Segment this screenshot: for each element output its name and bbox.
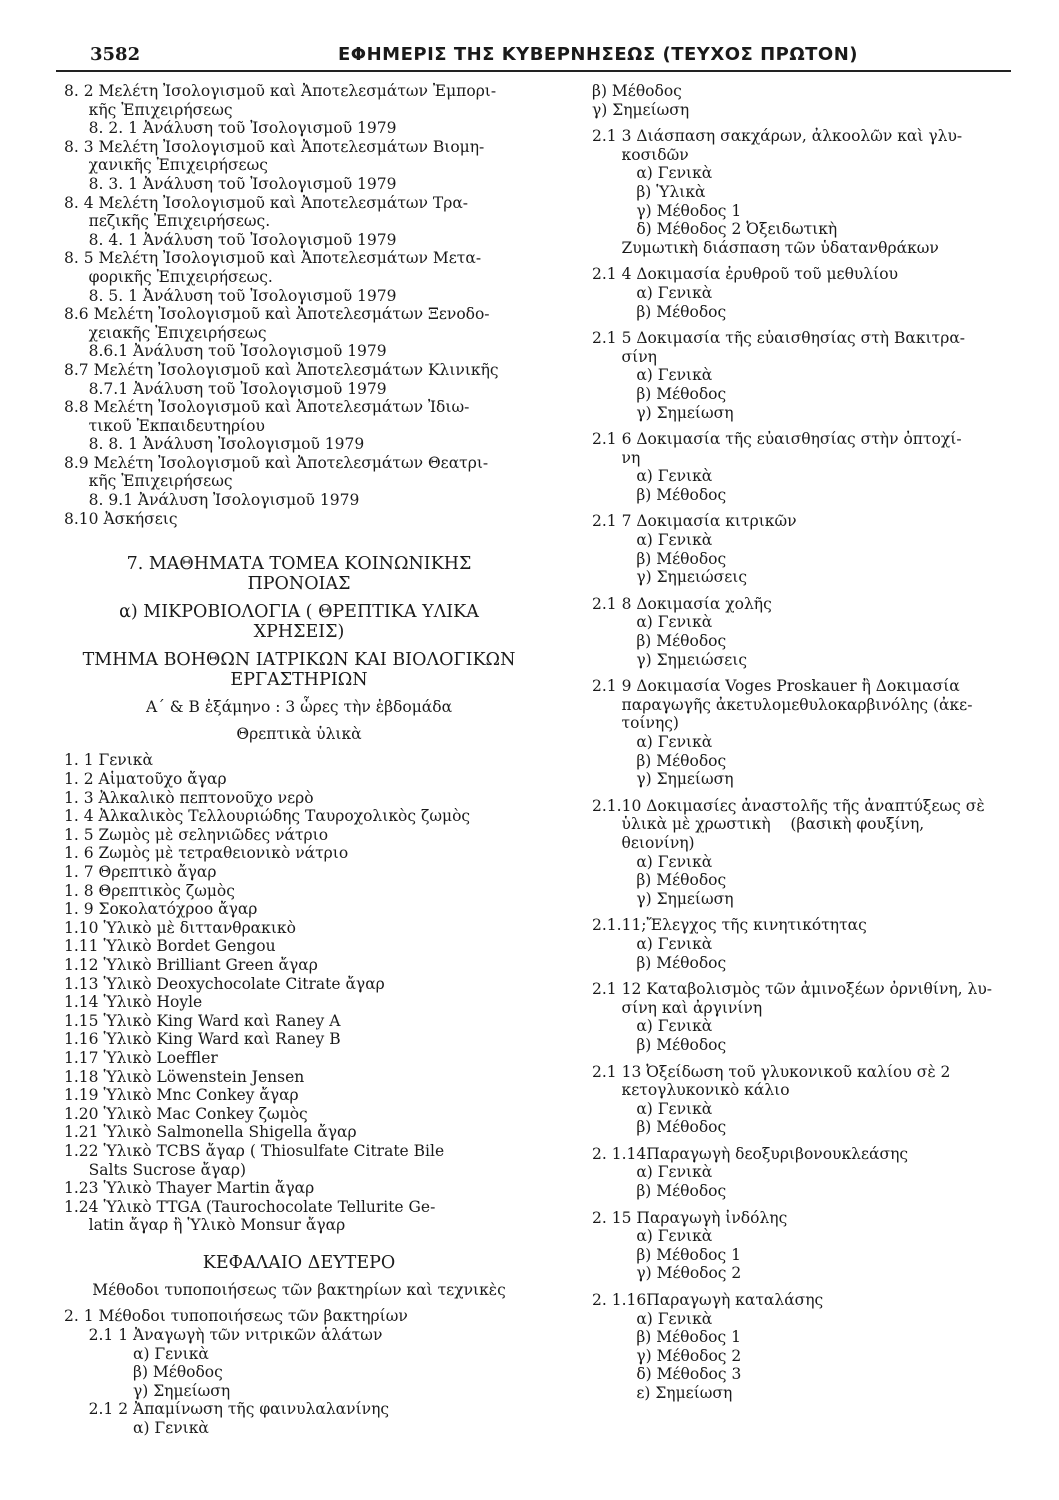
tests-block bbox=[592, 512, 1022, 586]
list-item: 1.14 Ὑλικὸ Hoyle bbox=[64, 993, 203, 1012]
typing-methods-list bbox=[64, 1307, 534, 1437]
list-line: 8. 5 Μελέτη Ἰσολογισμοῦ καὶ Ἀποτελεσμάτων Μετα- bbox=[64, 249, 482, 268]
list-line: β) Μέθοδος bbox=[592, 1035, 727, 1054]
list-line: α) Γενικὰ bbox=[592, 1163, 713, 1182]
list-line: γ) Σημείωση bbox=[592, 403, 734, 422]
list-line: φορικῆς Ἐπιχειρήσεως. bbox=[64, 267, 273, 286]
list-line: β) Μέθοδος bbox=[592, 751, 727, 770]
list-item: 1.17 Ὑλικὸ Loeffler bbox=[64, 1048, 218, 1067]
list-item: 1.20 Ὑλικὸ Mac Conkey ζωμὸς bbox=[64, 1104, 308, 1123]
list-item: 1.10 Ὑλικὸ μὲ διττανθρακικὸ bbox=[64, 918, 296, 937]
list-line: γ) Σημειώσεις bbox=[592, 650, 748, 669]
list-line: α) Γενικὰ bbox=[592, 852, 713, 871]
list-line: 8.8 Μελέτη Ἰσολογισμοῦ καὶ Ἀποτελεσμάτων Ἰδιω- bbox=[64, 398, 470, 417]
accounting-studies-list bbox=[64, 82, 534, 528]
list-item: latin ἄγαρ ἢ Ὑλικὸ Monsur ἄγαρ bbox=[64, 1216, 346, 1235]
list-line: α) Γενικὰ bbox=[64, 1344, 209, 1363]
list-line: 2. 15 Παραγωγὴ ἰνδόλης bbox=[592, 1208, 788, 1227]
list-item: 1.19 Ὑλικὸ Mnc Conkey ἄγαρ bbox=[64, 1086, 299, 1105]
list-line: γ) Μέθοδος 2 bbox=[592, 1346, 742, 1365]
left-column bbox=[64, 82, 534, 1438]
list-line: 2.1 2 Ἀπαμίνωση τῆς φαινυλαλανίνης bbox=[64, 1400, 390, 1419]
list-line: β) Ὑλικὰ bbox=[592, 182, 706, 201]
right-column bbox=[592, 82, 1022, 1403]
list-line: α) Γενικὰ bbox=[592, 531, 713, 550]
tests-block bbox=[592, 1063, 1022, 1137]
list-item: 1.23 Ὑλικὸ Thayer Martin ἄγαρ bbox=[64, 1179, 315, 1198]
list-item: 1. 8 Θρεπτικὸς ζωμὸς bbox=[64, 881, 235, 900]
list-item: 1. 6 Ζωμὸς μὲ τετραθειονικὸ νάτριο bbox=[64, 844, 349, 863]
list-item: Salts Sucrose ἄγαρ) bbox=[64, 1160, 246, 1179]
list-line: γ) Μέθοδος 1 bbox=[592, 201, 742, 220]
list-item: 1.13 Ὑλικὸ Deoxychocolate Citrate ἄγαρ bbox=[64, 974, 385, 993]
list-item: 1.11 Ὑλικὸ Bordet Gengou bbox=[64, 937, 276, 956]
chapter-subtitle: Μέθοδοι τυποποιήσεως τῶν βακτηρίων καὶ τεχνικὲς bbox=[92, 1280, 506, 1299]
list-line: α) Γενικὰ bbox=[592, 283, 713, 302]
list-line: παραγωγῆς ἀκετυλομεθυλοκαρβινόλης (ἀκε- bbox=[592, 695, 973, 714]
department-heading: ΤΜΗΜΑ ΒΟΗΘΩΝ ΙΑΤΡΙΚΩΝ ΚΑΙ ΒΙΟΛΟΓΙΚΩΝ ΕΡΓΑΣΤΗΡΙΩΝ bbox=[82, 650, 516, 691]
list-line: νη bbox=[592, 448, 641, 467]
list-line: γ) Μέθοδος 2 bbox=[592, 1264, 742, 1283]
list-line: κετογλυκονικὸ κάλιο bbox=[592, 1081, 790, 1100]
tests-block bbox=[592, 797, 1022, 909]
list-line: β) Μέθοδος bbox=[592, 953, 727, 972]
list-line: γ) Σημείωση bbox=[592, 770, 734, 789]
list-line: 2.1.11;Ἔλεγχος τῆς κινητικότητας bbox=[592, 916, 867, 935]
tests-block bbox=[592, 430, 1022, 504]
list-line: β) Μέθοδος 1 bbox=[592, 1328, 741, 1347]
list-line: τοίνης) bbox=[592, 714, 679, 733]
tests-block bbox=[592, 265, 1022, 321]
list-line: 8. 5. 1 Ἀνάλυση τοῦ Ἰσολογισμοῦ 1979 bbox=[64, 286, 397, 305]
list-line: σίνη bbox=[592, 347, 657, 366]
list-item: 1. 5 Ζωμὸς μὲ σεληνιῶδες νάτριο bbox=[64, 825, 329, 844]
list-line: 8.6 Μελέτη Ἰσολογισμοῦ καὶ Ἀποτελεσμάτων Ξενοδο- bbox=[64, 305, 490, 324]
list-line: κῆς Ἐπιχειρήσεως bbox=[64, 100, 233, 119]
list-line: 2.1 4 Δοκιμασία ἐρυθροῦ τοῦ μεθυλίου bbox=[592, 265, 898, 284]
list-item: 1. 2 Αἱματοῦχο ἄγαρ bbox=[64, 770, 227, 789]
list-line: γ) Σημείωση bbox=[592, 100, 690, 119]
nutrients-heading: Θρεπτικὰ ὑλικὰ bbox=[236, 724, 362, 743]
list-line: 8. 4 Μελέτη Ἰσολογισμοῦ καὶ Ἀποτελεσμάτων Τρα- bbox=[64, 193, 469, 212]
list-line: β) Μέθοδος bbox=[592, 384, 727, 403]
tests-block bbox=[592, 595, 1022, 669]
list-line: χειακῆς Ἐπιχειρήσεως bbox=[64, 323, 267, 342]
list-line: β) Μέθοδος bbox=[592, 871, 727, 890]
list-line: 8.9 Μελέτη Ἰσολογισμοῦ καὶ Ἀποτελεσμάτων Θεατρι- bbox=[64, 453, 489, 472]
list-line: β) Μέθοδος bbox=[592, 1182, 727, 1201]
list-line: α) Γενικὰ bbox=[592, 1309, 713, 1328]
list-item: 1.15 Ὑλικὸ King Ward καὶ Raney A bbox=[64, 1011, 341, 1030]
tests-block bbox=[592, 127, 1022, 257]
tests-block bbox=[592, 677, 1022, 789]
nutrient-media-list bbox=[64, 751, 534, 1234]
tests-block bbox=[592, 82, 1022, 119]
list-line: α) Γενικὰ bbox=[592, 467, 713, 486]
list-line: 2.1 5 Δοκιμασία τῆς εὐαισθησίας στὴ Βακιτρα- bbox=[592, 329, 966, 348]
list-line: γ) Σημείωση bbox=[64, 1381, 231, 1400]
list-line: 8. 9.1 Ἀνάλυση Ἰσολογισμοῦ 1979 bbox=[64, 491, 360, 510]
list-line: β) Μέθοδος bbox=[64, 1363, 223, 1382]
list-line: α) Γενικὰ bbox=[592, 1017, 713, 1036]
chapter-title: ΚΕΦΑΛΑΙΟ ΔΕΥΤΕΡΟ bbox=[202, 1252, 396, 1273]
section-heading: 7. ΜΑΘΗΜΑΤΑ ΤΟΜΕΑ ΚΟΙΝΩΝΙΚΗΣ ΠΡΟΝΟΙΑΣ bbox=[126, 554, 472, 595]
list-line: 2.1 12 Καταβολισμὸς τῶν ἀμινοξέων ὀρνιθίνη, λυ- bbox=[592, 980, 992, 999]
list-line: α) Γενικὰ bbox=[592, 733, 713, 751]
list-line: Ζυμωτικὴ διάσπαση τῶν ὑδατανθράκων bbox=[592, 238, 939, 257]
list-line: 8.6.1 Ἀνάλυση τοῦ Ἰσολογισμοῦ 1979 bbox=[64, 342, 387, 361]
list-line: α) Γενικὰ bbox=[64, 1419, 209, 1438]
tests-block bbox=[592, 1209, 1022, 1283]
tests-block bbox=[592, 329, 1022, 422]
gazette-title: ΕΦΗΜΕΡΙΣ ΤΗΣ ΚΥΒΕΡΝΗΣΕΩΣ (ΤΕΥΧΟΣ ΠΡΩΤΟΝ) bbox=[338, 44, 859, 65]
list-line: α) Γενικὰ bbox=[592, 164, 713, 183]
list-line: 8.10 Ἀσκήσεις bbox=[64, 509, 178, 528]
list-line: 2.1 3 Διάσπαση σακχάρων, ἀλκοολῶν καὶ γλυ- bbox=[592, 127, 963, 146]
weekly-hours: Α΄ & Β ἑξάμηνο : 3 ὧρες τὴν ἑβδομάδα bbox=[145, 698, 453, 717]
list-line: α) Γενικὰ bbox=[592, 934, 713, 953]
list-line: 8. 4. 1 Ἀνάλυση τοῦ Ἰσολογισμοῦ 1979 bbox=[64, 230, 397, 249]
list-line: α) Γενικὰ bbox=[592, 1099, 713, 1118]
list-line: 2.1 13 Ὀξείδωση τοῦ γλυκονικοῦ καλίου σὲ 2 bbox=[592, 1062, 951, 1081]
list-line: α) Γενικὰ bbox=[592, 1227, 713, 1246]
tests-block bbox=[592, 1145, 1022, 1201]
list-line: β) Μέθοδος bbox=[592, 302, 727, 321]
tests-block bbox=[592, 980, 1022, 1054]
list-item: 1. 1 Γενικὰ bbox=[64, 751, 153, 770]
page-header bbox=[56, 40, 1011, 72]
list-line: 2. 1.14Παραγωγὴ δεοξυριβονουκλεάσης bbox=[592, 1144, 909, 1163]
list-line: κῆς Ἐπιχειρήσεως bbox=[64, 472, 233, 491]
list-item: 1. 7 Θρεπτικὸ ἄγαρ bbox=[64, 863, 217, 881]
list-line: 2.1 1 Ἀναγωγὴ τῶν νιτρικῶν ἁλάτων bbox=[64, 1326, 383, 1345]
tests-block bbox=[592, 1291, 1022, 1403]
list-item: 1.22 Ὑλικὸ TCBS ἄγαρ ( Thiosulfate Citrate Bile bbox=[64, 1141, 445, 1160]
list-line: 2.1 7 Δοκιμασία κιτρικῶν bbox=[592, 512, 797, 531]
list-line: τικοῦ Ἐκπαιδευτηρίου bbox=[64, 416, 265, 435]
subject-heading: α) ΜΙΚΡΟΒΙΟΛΟΓΙΑ ( ΘΡΕΠΤΙΚΑ ΥΛΙΚΑ ΧΡΗΣΕΙΣ) bbox=[119, 602, 479, 643]
list-line: 8. 2. 1 Ἀνάλυση τοῦ Ἰσολογισμοῦ 1979 bbox=[64, 119, 397, 138]
list-line: β) Μέθοδος bbox=[592, 549, 727, 568]
list-line: δ) Μέθοδος 2 Ὀξειδωτικὴ bbox=[592, 220, 838, 239]
list-item: 1. 9 Σοκολατόχροο ἄγαρ bbox=[64, 900, 258, 919]
list-line: σίνη καὶ ἀργινίνη bbox=[592, 998, 763, 1017]
list-item: 1. 3 Ἀλκαλικὸ πεπτονοῦχο νερὸ bbox=[64, 788, 314, 807]
list-line: 8.7 Μελέτη Ἰσολογισμοῦ καὶ Ἀποτελεσμάτων Κλινικῆς bbox=[64, 360, 499, 379]
list-line: β) Μέθοδος 1 bbox=[592, 1245, 741, 1264]
list-line: β) Μέθοδος bbox=[592, 1118, 727, 1137]
list-line: 2.1 6 Δοκιμασία τῆς εὐαισθησίας στὴν ὀπτοχί- bbox=[592, 430, 962, 449]
list-item: 1.18 Ὑλικὸ Löwenstein Jensen bbox=[64, 1067, 305, 1086]
list-line: χανικῆς Ἐπιχειρήσεως bbox=[64, 156, 268, 175]
list-line: α) Γενικὰ bbox=[592, 613, 713, 632]
list-line: θειονίνη) bbox=[592, 833, 695, 852]
list-line: 8. 3 Μελέτη Ἰσολογισμοῦ καὶ Ἀποτελεσμάτων Βιομη- bbox=[64, 137, 485, 156]
list-line: β) Μέθοδος bbox=[592, 485, 727, 504]
list-item: 1.16 Ὑλικὸ King Ward καὶ Raney B bbox=[64, 1030, 341, 1049]
list-line: γ) Σημειώσεις bbox=[592, 568, 748, 587]
list-item: 1.21 Ὑλικὸ Salmonella Shigella ἄγαρ bbox=[64, 1123, 357, 1142]
list-line: 8.7.1 Ἀνάλυση τοῦ Ἰσολογισμοῦ 1979 bbox=[64, 379, 387, 398]
list-item: 1. 4 Ἀλκαλικὸς Τελλουριώδης Ταυροχολικὸς ζωμὸς bbox=[64, 807, 471, 826]
page-number: 3582 bbox=[90, 44, 141, 65]
list-line: πεζικῆς Ἐπιχειρήσεως. bbox=[64, 212, 271, 231]
list-line: β) Μέθοδος bbox=[592, 82, 682, 100]
list-line: 8. 8. 1 Ἀνάλυση Ἰσολογισμοῦ 1979 bbox=[64, 435, 365, 454]
list-line: β) Μέθοδος bbox=[592, 632, 727, 651]
list-item: 1.12 Ὑλικὸ Brilliant Green ἄγαρ bbox=[64, 955, 318, 974]
list-line: 2.1 9 Δοκιμασία Voges Proskauer ἢ Δοκιμασία bbox=[592, 677, 960, 696]
tests-block bbox=[592, 916, 1022, 972]
list-line: ε) Σημείωση bbox=[592, 1384, 733, 1402]
list-line: κοσιδῶν bbox=[592, 145, 689, 164]
list-line: 2. 1 Μέθοδοι τυποποιήσεως τῶν βακτηρίων bbox=[64, 1307, 408, 1326]
list-line: 2.1.10 Δοκιμασίες ἀναστολῆς τῆς ἀναπτύξεως σὲ bbox=[592, 796, 985, 815]
list-line: ὑλικὰ μὲ χρωστικὴ (βασικὴ φουξίνη, bbox=[592, 815, 925, 834]
list-line: γ) Σημείωση bbox=[592, 889, 734, 908]
list-line: α) Γενικὰ bbox=[592, 366, 713, 385]
list-line: δ) Μέθοδος 3 bbox=[592, 1365, 742, 1384]
list-item: 1.24 Ὑλικὸ TTGA (Taurochocolate Tellurite Ge- bbox=[64, 1197, 436, 1216]
list-line: 8. 2 Μελέτη Ἰσολογισμοῦ καὶ Ἀποτελεσμάτων Ἐμπορι- bbox=[64, 82, 497, 100]
list-line: 8. 3. 1 Ἀνάλυση τοῦ Ἰσολογισμοῦ 1979 bbox=[64, 174, 397, 193]
list-line: 2. 1.16Παραγωγὴ καταλάσης bbox=[592, 1291, 824, 1310]
list-line: 2.1 8 Δοκιμασία χολῆς bbox=[592, 594, 772, 613]
